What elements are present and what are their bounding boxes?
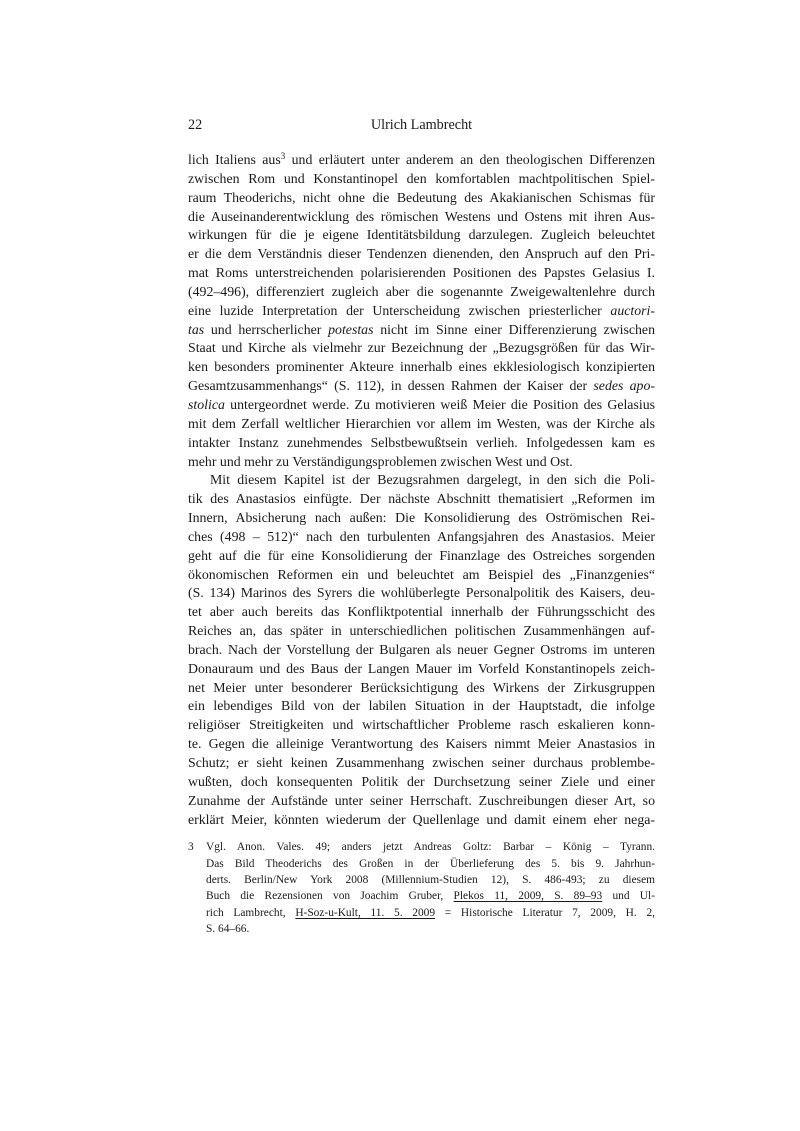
text-line: tet aber auch bereits das Konfliktpotential innerhalb der Führungsschicht des [188,604,655,620]
footnote [188,839,655,937]
hsozkult-link[interactable]: H-Soz-u-Kult, 11. 5. 2009 [295,906,436,919]
footnote-line: Buch die Rezensionen von Joachim Gruber, Plekos 11, 2009, S. 89–93 und Ul- [206,890,655,903]
text-line: brach. Nach der Vorstellung der Bulgaren als neuer Gegner Ostroms im unteren [188,641,655,657]
text-line: religiöser Streitigkeiten und wirtschaftlicher Probleme rasch eskalieren konn- [188,717,655,733]
footnote-line: Vgl. Anon. Vales. 49; anders jetzt Andreas Goltz: Barbar – König – Tyrann. [206,841,655,854]
text-line: Zunahme der Aufstände unter seiner Herrschaft. Zuschreibungen dieser Art, so [188,792,655,808]
footnote-ref[interactable]: 3 [280,151,286,161]
text-line: intakter Instanz zunehmendes Selbstbewußtsein verlieh. Infolgedessen kam es [188,434,655,450]
text-line: stolica untergeordnet werde. Zu motivieren weiß Meier die Position des Gelasius [188,396,655,412]
footnote-line: derts. Berlin/New York 2008 (Millennium-Studien 12), S. 486-493; zu diesem [206,873,655,886]
page [188,117,655,937]
text-line: ches (498 – 512)“ nach den turbulenten Anfangsjahren des Anastasios. Meier [188,528,655,544]
text-line: ken besonders prominenter Akteure innerhalb eines ekklesiologisch konzipierten [188,359,655,375]
body-text [188,151,655,829]
text-line: lich Italiens aus$^3$ und erläutert unter anderem an den theologischen Differenzen [188,151,655,167]
text-line: Donauraum und des Baus der Langen Mauer im Vorfeld Konstantinopels zeich- [188,660,655,676]
page-number: 22 [188,117,203,133]
running-head: Ulrich Lambrecht [370,117,473,133]
text-line: net Meier unter besonderer Berücksichtigung des Wirkens der Zirkusgruppen [188,679,655,695]
text-line: ein lebendiges Bild von der labilen Situation in der Hauptstadt, die infolge [188,698,655,714]
text-line: wirkungen für die je eigene Identitätsbildung darzulegen. Zugleich beleuchtet [188,227,655,243]
footnote-line: S. 64–66. [206,922,250,935]
text-line: wußten, doch konsequenten Politik der Durchsetzung seiner Ziele und einer [188,773,655,789]
text-line: raum Theoderichs, nicht ohne die Bedeutung des Akakianischen Schismas für [188,189,655,205]
page-header [188,117,655,141]
plekos-link[interactable]: Plekos 11, 2009, S. 89–93 [453,890,603,903]
footnote-marker: 3 [188,841,194,854]
text-line: geht auf die für eine Konsolidierung der Finanzlage des Ostreiches sorgenden [188,547,655,563]
text-line: die Auseinanderentwicklung des römischen Westens und Ostens mit ihren Aus- [188,208,655,224]
text-line: Reiches an, das später in unterschiedlichen politischen Zusammenhängen auf- [188,623,655,639]
italic-term: auctori- [610,302,655,318]
text-line: (S. 134) Marinos des Syrers die wohlüberlegte Personalpolitik des Kaisers, deu- [188,585,655,601]
italic-term: stolica [188,396,225,412]
text-line: te. Gegen die alleinige Verantwortung des Kaisers nimmt Meier Anastasios in [188,736,655,752]
text-line: ökonomischen Reformen ein und beleuchtet am Beispiel des „Finanzgenies“ [188,566,655,582]
text-line: tas und herrscherlicher potestas nicht im Sinne einer Differenzierung zwischen [188,321,655,337]
text-line: Mit diesem Kapitel ist der Bezugsrahmen dargelegt, in den sich die Poli- [210,472,655,488]
italic-term: tas [188,321,205,337]
text-line: Gesamtzusammenhangs“ (S. 112), in dessen Rahmen der Kaiser der sedes apo- [188,378,655,394]
footnote-line: Das Bild Theoderichs des Großen in der Überlieferung des 5. bis 9. Jahrhun- [206,857,655,870]
text-line: er die dem Verständnis dieser Tendenzen dienenden, den Anspruch auf den Pri- [188,246,655,262]
text-line: Innern, Absicherung nach außen: Die Konsolidierung des Oströmischen Rei- [188,510,655,526]
text-line: erklärt Meier, könnten wiederum der Quellenlage und damit einem eher nega- [188,811,655,827]
text-line: tik des Anastasios einfügte. Der nächste Abschnitt thematisiert „Reformen im [188,491,655,507]
text-line: mehr und mehr zu Verständigungsproblemen zwischen West und Ost. [188,453,573,469]
text-line: eine luzide Interpretation der Unterscheidung zwischen priesterlicher auctori- [188,302,655,318]
text-line: zwischen Rom und Konstantinopel den komfortablen machtpolitischen Spiel- [188,170,655,186]
footnote-line: rich Lambrecht, H-Soz-u-Kult, 11. 5. 2009 = Historische Literatur 7, 2009, H. 2, [206,906,655,919]
text-line: mat Roms unterstreichenden polarisierenden Positionen des Papstes Gelasius I. [188,265,655,281]
italic-term: sedes apo- [593,378,655,394]
text-line: (492–496), differenziert zugleich aber die sogenannte Zweigewaltenlehre durch [188,283,655,299]
text-line: Staat und Kirche als vielmehr zur Bezeichnung der „Bezugsgrößen für das Wir- [188,340,655,356]
italic-term: potestas [328,321,374,337]
text-line: Schutz; er sieht keinen Zusammenhang zwischen seiner durchaus problembe- [188,755,655,770]
text-line: mit dem Zerfall weltlicher Hierarchien vor allem im Westen, was der Kirche als [188,415,655,431]
